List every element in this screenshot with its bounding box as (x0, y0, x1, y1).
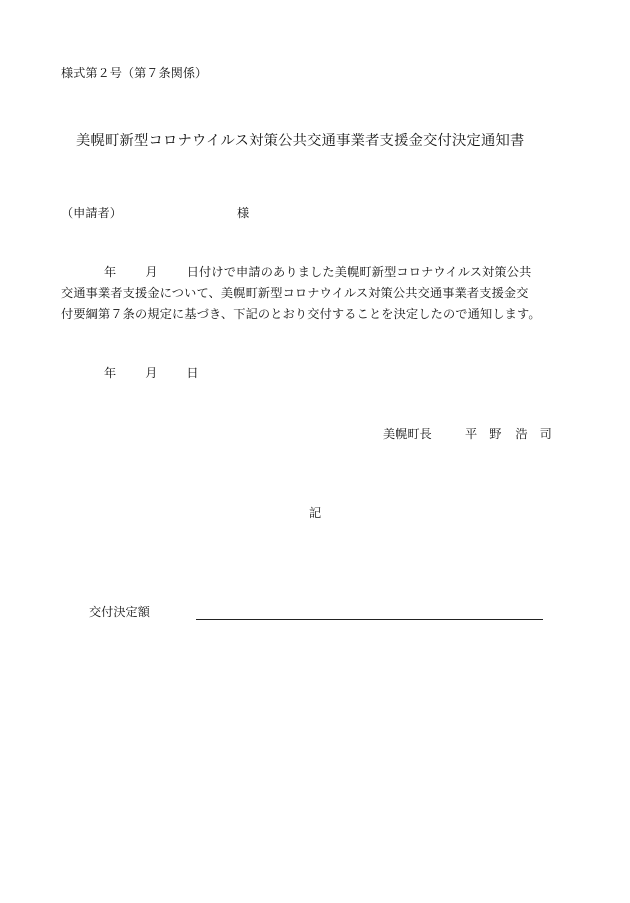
ki-heading: 記 (309, 506, 322, 520)
issue-date-day: 日 (186, 366, 199, 380)
issue-date-year: 年 (104, 366, 117, 380)
issuer-title: 美幌町長 (383, 427, 432, 441)
issue-date-month: 月 (145, 366, 158, 380)
issuer-name-char-2: 野 (489, 427, 502, 441)
issuer-name (465, 427, 552, 442)
applicant-honorific: 様 (237, 206, 250, 220)
issue-date (104, 366, 199, 381)
grant-amount-line (196, 619, 543, 620)
document-title: 美幌町新型コロナウイルス対策公共交通事業者支援金交付決定通知書 (76, 133, 525, 149)
issuer-name-char-1: 平 (465, 427, 478, 441)
body-line-1 (104, 265, 531, 280)
body-line-1-text: 日付けで申請のありました美幌町新型コロナウイルス対策公共 (186, 265, 532, 279)
body-date-year: 年 (104, 265, 117, 279)
applicant-label: （申請者） (61, 206, 122, 220)
body-date-month: 月 (145, 265, 158, 279)
issuer-name-char-3: 浩 (515, 427, 528, 441)
form-number: 様式第２号（第７条関係） (61, 66, 208, 80)
issuer-name-char-4: 司 (539, 427, 552, 441)
body-line-3: 付要綱第７条の規定に基づき、下記のとおり交付することを決定したので通知します。 (61, 307, 541, 321)
body-line-2: 交通事業者支援金について、美幌町新型コロナウイルス対策公共交通事業者支援金交 (61, 286, 529, 300)
grant-amount-label: 交付決定額 (89, 605, 150, 619)
